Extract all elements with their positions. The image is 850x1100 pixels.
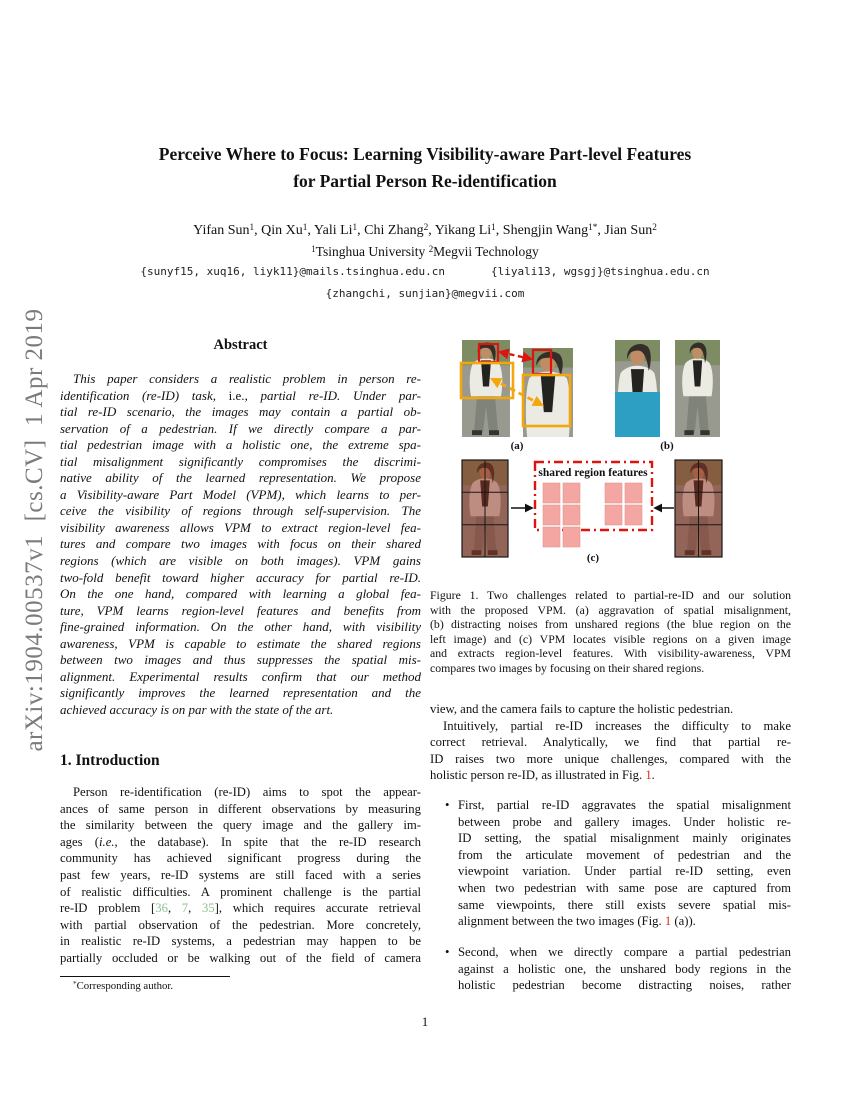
text-line: significantly improves the learned representation and the (60, 685, 421, 701)
affiliation-line: $^1$Tsinghua University $^2$Megvii Technology (311, 244, 539, 259)
text-line: tial misalignment significantly compromises the discrimi- (60, 453, 421, 469)
bullet-2-text (458, 944, 791, 994)
text-line: achieved accuracy is on par with the state of the art. (60, 701, 334, 717)
text-line: (b) distracting noises from unshared regions (the blue region on the (430, 617, 791, 632)
text-line: from the articulate movement of pedestrian and the (458, 847, 791, 862)
text-line: ID setting, the spatial misalignment mainly originates (458, 831, 791, 846)
bullet-1-text (458, 797, 791, 930)
text-line: Figure 1. Two challenges related to partial-re-ID and our solution (430, 588, 791, 602)
text-line: ages (i.e., the database). In spite that the re-ID research (60, 834, 421, 849)
text-line: correct retrieval. Analytically, we find that partial re- (430, 735, 791, 750)
figure-1 (430, 333, 790, 583)
text-line: holistic person re-ID, as illustrated in Fig. 1. (430, 768, 655, 783)
text-line: and extracts region-level features. With visibility-awareness, VPM (430, 646, 791, 661)
text-line: alignment between the two images (Fig. 1 (a)). (458, 914, 696, 929)
text-line: partially occluded or be walking out of the field of camera (60, 950, 421, 965)
text-line: when two pedestrian with same pose are captured from (458, 880, 791, 895)
text-line: same viewpoints, there still exists severe spatial mis- (458, 897, 791, 912)
text-line: with the proposed VPM. (a) aggravation of spatial misalignment, (430, 602, 791, 617)
text-line: Second, when we directly compare a partial pedestrian (458, 945, 791, 959)
paper-title (0, 141, 850, 195)
text-line: Intuitively, partial re-ID increases the difficulty to make (443, 718, 791, 733)
figure-label-a: (a) (510, 440, 524, 452)
pedestrian-image-a-left (462, 340, 510, 437)
footnote-text: *Corresponding author. (73, 979, 174, 992)
introduction-heading: 1. Introduction (60, 752, 160, 769)
text-line: community has achieved significant progress during the (60, 851, 421, 866)
bullet-marker: • (445, 945, 450, 959)
figure-label-b: (b) (660, 440, 674, 452)
paper-title-line2: for Partial Person Re-identification (293, 171, 557, 191)
grid-pedestrian-right (675, 460, 722, 557)
text-line: past few years, re-ID systems are still faced with a series (60, 867, 421, 882)
text-line: between probe and gallery images. Under holistic re- (458, 814, 791, 829)
pedestrian-image-a-right (523, 348, 573, 437)
text-line: two-fold benefit toward higher accuracy for partial re-ID. (60, 569, 421, 585)
text-line: ID raises two more unique challenges, compared with the (430, 751, 791, 766)
text-line: First, partial re-ID aggravates the spatial misalignment (458, 798, 791, 812)
figure-1-caption (430, 588, 791, 675)
right-column-paragraph (430, 701, 791, 784)
text-line: identification (re-ID) task, i.e., partial re-ID. Under par- (60, 387, 421, 403)
text-line: visibility awareness allows VPM to extract region-level fea- (60, 519, 421, 535)
text-line: a Visibility-aware Part Model (VPM), which learns to per- (60, 486, 421, 502)
arxiv-watermark: arXiv:1904.00537v1 [cs.CV] 1 Apr 2019 (21, 308, 48, 752)
text-line: left image) and (c) VPM locates visible regions on a given image (430, 631, 791, 646)
text-line: in realistic re-ID systems, a pedestrian may happen to be (60, 934, 421, 949)
text-line: fine-grained information. On the other hand, with visibility (60, 619, 421, 635)
text-line: On the one hand, compared with learning a global fea- (60, 586, 421, 602)
text-line: of realistic difficulties. A prominent challenge is the partial (60, 884, 421, 899)
text-line: ceive the visibility of regions through self-supervision. The (60, 503, 421, 519)
occlusion-region-blue (615, 392, 660, 437)
grid-pedestrian-left (462, 460, 508, 557)
text-line: tial pedestrian image with a holistic one, the extreme spa- (60, 437, 421, 453)
text-line: the similarity between the query image and the gallery im- (60, 818, 421, 833)
text-line: regions (which are visible on both images). VPM gains (60, 553, 421, 569)
text-line: awareness, VPM is capable to estimate the shared regions (60, 635, 421, 651)
page-number: 1 (421, 1014, 429, 1029)
text-line: native ability of the learned representation. We propose (60, 470, 421, 486)
text-line: with partial observation of the pedestrian. More concretely, (60, 917, 421, 932)
abstract-heading: Abstract (213, 337, 268, 353)
text-line: ances of same person in different observations by measuring (60, 801, 421, 816)
text-line: between two images and thus suppresses the spatial mis- (60, 652, 421, 668)
text-line: ture, VPM learns region-level features and benefits from (60, 602, 421, 618)
email-group-tsinghua: {liyali13, wgsgj}@tsinghua.edu.cn (491, 265, 710, 278)
abstract-text (60, 371, 421, 718)
text-line: against a holistic one, the unshared body regions in the (458, 961, 791, 976)
figure-label-c: (c) (586, 552, 600, 564)
authors-line: Yifan Sun$^1$, Qin Xu$^1$, Yali Li$^1$, Chi Zhang$^2$, Yikang Li$^1$, Shengjin Wang$^{1*}$, Jian Sun$^2$ (193, 221, 657, 238)
text-line: view, and the camera fails to capture the holistic pedestrian. (430, 702, 734, 716)
email-line-1 (0, 265, 850, 278)
text-line: This paper considers a realistic problem in person re- (73, 371, 421, 386)
text-line: servation of a pedestrian. If we directly compare a par- (60, 420, 421, 436)
paper-title-line1: Perceive Where to Focus: Learning Visibility-aware Part-level Features (158, 144, 692, 164)
text-line: re-ID problem [36, 7, 35], which requires accurate retrieval (60, 901, 422, 916)
text-line: tial re-ID scenario, the images may contain a partial ob- (60, 404, 421, 420)
text-line: compares two images by focusing on their shared regions. (430, 660, 705, 675)
bullet-item-2 (430, 944, 791, 994)
text-line: viewpoint variation. Under partial re-ID setting, even (458, 864, 791, 879)
bullet-item-1 (430, 797, 791, 930)
introduction-text (60, 784, 421, 967)
text-line: Person re-identification (re-ID) aims to spot the appear- (73, 785, 421, 799)
text-line: alignment. Experimental results confirm that our method (60, 668, 421, 684)
email-group-mails-tsinghua: {sunyf15, xuq16, liyk11}@mails.tsinghua.edu.cn (140, 265, 446, 278)
email-line-2: {zhangchi, sunjian}@megvii.com (325, 287, 525, 300)
pedestrian-image-b-right (675, 340, 720, 437)
text-line: holistic pedestrian become distracting noises, rather (458, 978, 791, 993)
footnote-rule (60, 976, 230, 977)
text-line: tures and compare two images with focus on their shared (60, 536, 421, 552)
shared-region-title: shared region features (538, 467, 648, 479)
bullet-marker: • (445, 798, 450, 812)
